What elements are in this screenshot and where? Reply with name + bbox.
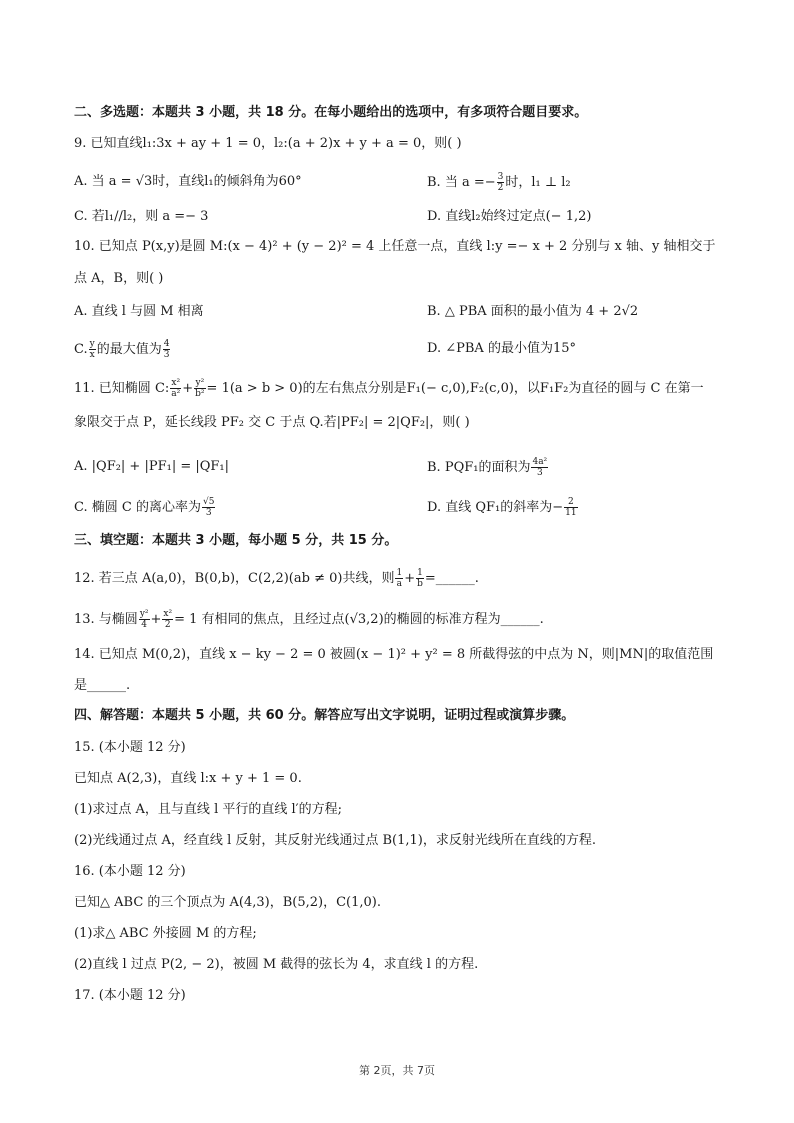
- section-answer-heading: 四、解答题：本题共 5 小题，共 60 分。解答应写出文字说明，证明过程或演算步骤。: [74, 708, 575, 723]
- question-11-option-b: B. PQF₁的面积为 $\frac{\text{4a²}}{3}$: [427, 457, 548, 478]
- question-10-option-a: A. 直线 l 与圆 M 相离: [74, 304, 204, 319]
- question-9-option-a: A. 当 a = √3时，直线l₁的倾斜角为60°: [74, 174, 302, 189]
- fraction: $\frac{\text{y²}}{\text{b²}}$: [195, 378, 205, 399]
- fraction: $\frac{4}{3}$: [163, 339, 170, 360]
- fraction: $\frac{\text{4a²}}{3}$: [532, 457, 548, 478]
- question-9-option-b: B. 当 a =− $\frac{3}{2}$ 时，l₁ ⊥ l₂: [427, 172, 571, 193]
- question-10-option-row-2: [74, 339, 576, 360]
- fraction: $\frac{\text{x²}}{\text{a²}}$: [171, 378, 181, 399]
- question-13: 13. 与椭圆 $\frac{\text{y²}}{4}$ + $\frac{\text{x²}}{2}$ = 1 有相同的焦点，且经过点(√3,2)的椭圆的标准方程为______.: [74, 609, 544, 630]
- question-10-option-d: D. ∠PBA 的最小值为15°: [427, 341, 576, 356]
- question-14-line-2: 是______.: [74, 678, 131, 693]
- section-fill-in-heading: 三、填空题：本题共 3 小题，每小题 5 分，共 15 分。: [74, 533, 398, 548]
- question-10-stem-line-2: 点 A，B，则( ): [74, 271, 164, 286]
- question-16-line-3: (2)直线 l 过点 P(2, − 2)，被圆 M 截得的弦长为 4，求直线 l 的方程.: [74, 957, 479, 972]
- question-9-stem: 9. 已知直线l₁:3x + ay + 1 = 0，l₂:(a + 2)x + y + a = 0，则( ): [74, 136, 462, 151]
- question-9-option-c: C. 若l₁//l₂，则 a =− 3: [74, 209, 209, 224]
- question-10-option-row-1: [74, 302, 639, 322]
- fraction: $\frac{1}{a}$: [396, 568, 403, 589]
- question-14-line-1: 14. 已知点 M(0,2)，直线 x − ky − 2 = 0 被圆(x − 1)² + y² = 8 所截得弦的中点为 N，则|MN|的取值范围: [74, 647, 714, 662]
- question-10-option-c: C. $\frac{y}{x}$ 的最大值为 $\frac{4}{3}$: [74, 339, 170, 360]
- question-10-option-b: B. △ PBA 面积的最小值为 4 + 2√2: [427, 304, 639, 319]
- question-15-line-2: (1)求过点 A，且与直线 l 平行的直线 l′的方程;: [74, 802, 342, 817]
- question-15-heading: 15. (本小题 12 分): [74, 740, 186, 755]
- question-11-option-c: C. 椭圆 C 的离心率为 $\frac{√5}{3}$: [74, 497, 215, 518]
- question-11-stem-line-2: 象限交于点 P，延长线段 PF₂ 交 C 于点 Q.若|PF₂| = 2|QF₂|，则( ): [74, 415, 470, 430]
- fraction: $\frac{√5}{3}$: [202, 497, 215, 518]
- question-9-option-row-1: [74, 172, 571, 193]
- question-10-stem-line-1: 10. 已知点 P(x,y)是圆 M:(x − 4)² + (y − 2)² = 4 上任意一点，直线 l:y =− x + 2 分别与 x 轴、y 轴相交于: [74, 239, 716, 254]
- question-11-option-row-1: [74, 457, 548, 478]
- question-11-option-a: A. |QF₂| + |PF₁| = |QF₁|: [74, 459, 230, 474]
- question-12: 12. 若三点 A(a,0)，B(0,b)，C(2,2)(ab ≠ 0)共线，则 $\frac{1}{a}$ + $\frac{1}{b}$ =______.: [74, 568, 479, 589]
- fraction: $\frac{2}{11}$: [565, 497, 577, 518]
- question-9-option-d: D. 直线l₂始终过定点(− 1,2): [427, 209, 592, 224]
- question-17-heading: 17. (本小题 12 分): [74, 988, 186, 1003]
- fraction: $\frac{1}{b}$: [417, 568, 423, 589]
- fraction: $\frac{\text{y²}}{4}$: [139, 609, 149, 630]
- question-11-option-row-2: [74, 497, 577, 518]
- question-15-line-1: 已知点 A(2,3)，直线 l:x + y + 1 = 0.: [74, 771, 302, 786]
- section-multiple-choice-heading: 二、多选题：本题共 3 小题，共 18 分。在每小题给出的选项中，有多项符合题目要求。: [74, 105, 588, 120]
- fraction: $\frac{3}{2}$: [497, 172, 504, 193]
- question-15-line-3: (2)光线通过点 A，经直线 l 反射，其反射光线通过点 B(1,1)，求反射光线所在直线的方程.: [74, 833, 596, 848]
- fraction: $\frac{y}{x}$: [89, 339, 95, 360]
- question-11-option-d: D. 直线 QF₁的斜率为− $\frac{2}{11}$: [427, 497, 577, 518]
- question-16-heading: 16. (本小题 12 分): [74, 864, 186, 879]
- question-11-stem-line-1: 11. 已知椭圆 C: $\frac{\text{x²}}{\text{a²}}$ + $\frac{\text{y²}}{\text{b²}}$ = 1(a > b > 0)的左右焦点分别是F₁(− c,0),F₂(c,0)，以F₁F₂为直径的圆与 C 在第一: [74, 378, 704, 399]
- page-footer: 第 2页，共 7页: [359, 1064, 435, 1077]
- question-16-line-2: (1)求△ ABC 外接圆 M 的方程;: [74, 926, 257, 941]
- question-16-line-1: 已知△ ABC 的三个顶点为 A(4,3)，B(5,2)，C(1,0).: [74, 895, 381, 910]
- question-9-option-row-2: [74, 207, 592, 227]
- fraction: $\frac{\text{x²}}{2}$: [163, 609, 173, 630]
